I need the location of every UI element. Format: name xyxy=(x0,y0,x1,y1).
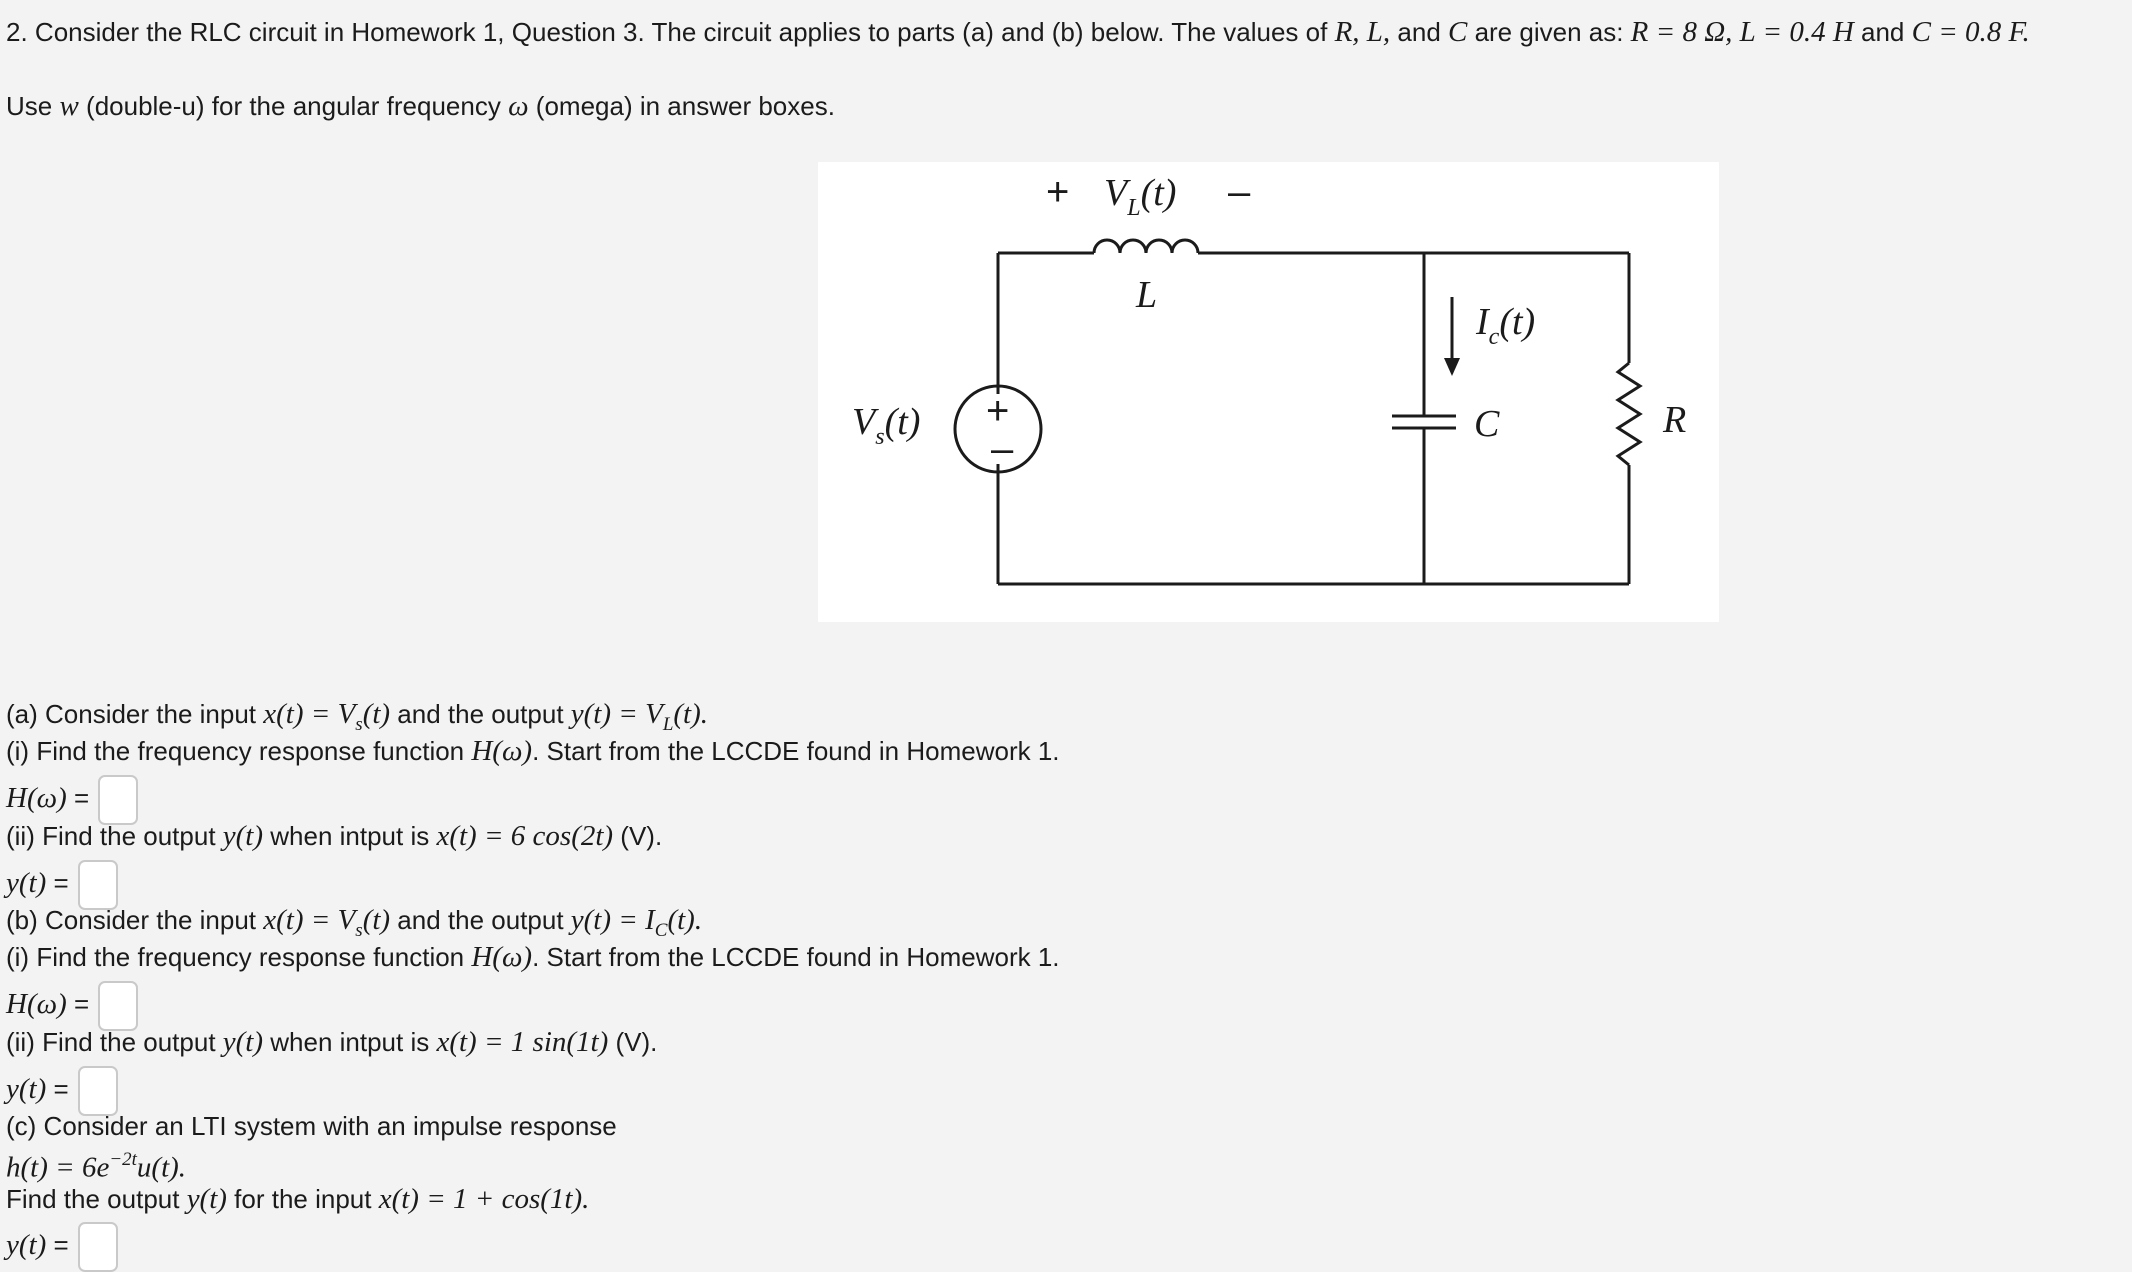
equals-sign: = xyxy=(66,988,90,1019)
part-c-prompt xyxy=(6,1181,589,1217)
part-b-i-text: (i) Find the frequency response function xyxy=(6,942,472,972)
capacitor-label: C xyxy=(1474,403,1500,445)
source-plus-sign: + xyxy=(986,389,1010,433)
inductor-coil xyxy=(1094,240,1198,253)
current-arrow-head xyxy=(1444,358,1460,376)
source-minus-sign: – xyxy=(991,427,1014,471)
values-r-l: R = 8 Ω, L = 0.4 H xyxy=(1630,16,1854,48)
part-a-i-text: (i) Find the frequency response function xyxy=(6,736,472,766)
resistor-label: R xyxy=(1663,399,1687,441)
answer-label: y(t) xyxy=(6,1072,47,1105)
part-a-ii-math-x: x(t) = 6 cos(2t) xyxy=(436,820,614,852)
part-b-text: (b) Consider the input xyxy=(6,905,264,935)
equals-sign: = xyxy=(46,1229,69,1260)
intro-text: Consider the RLC circuit in Homework 1, Question 3. The circuit applies to parts (a) and (b) below. The values of xyxy=(34,17,1335,47)
question-intro xyxy=(6,14,2030,50)
question-number: 2. xyxy=(6,17,28,47)
impulse-exponent: −2t xyxy=(109,1149,137,1170)
note-w: w xyxy=(59,90,79,122)
intro-text-and2: and xyxy=(1853,17,1912,47)
answer-label: H(ω) xyxy=(6,781,67,814)
intro-math-rl: R, L, xyxy=(1334,16,1391,48)
part-a-input-math: $x(t) = V_s(t)$ xyxy=(263,698,391,735)
answer-label: H(ω) xyxy=(6,987,67,1020)
vl-plus-sign: + xyxy=(1046,170,1070,214)
vl-minus-sign: – xyxy=(1228,170,1251,214)
rlc-circuit-diagram xyxy=(818,162,1719,622)
equals-sign: = xyxy=(46,1073,69,1104)
note-text: Use xyxy=(6,91,60,121)
part-a-output-math: $y(t) = V_L(t)$. xyxy=(570,698,709,735)
equals-sign: = xyxy=(66,782,90,813)
part-c-text-2: for the input xyxy=(226,1184,379,1214)
part-c-answer-row xyxy=(6,1222,118,1272)
part-a-text-2: and the output xyxy=(390,699,571,729)
answer-label: y(t) xyxy=(6,866,47,899)
omega-note xyxy=(6,88,835,124)
inductor-label: L xyxy=(1136,274,1158,316)
vl-label: $V_L(t)$ xyxy=(1104,172,1177,221)
part-a-ii-text-2: when intput is xyxy=(263,821,437,851)
part-b-i-text-2: . Start from the LCCDE found in Homework 1. xyxy=(532,942,1060,972)
part-b-text-2: and the output xyxy=(390,905,571,935)
note-text-3: (omega) in answer boxes. xyxy=(528,91,835,121)
part-b-ii-text-2: when intput is xyxy=(263,1027,437,1057)
part-b-i-prompt xyxy=(6,939,1060,975)
part-a-ii-prompt xyxy=(6,818,662,854)
values-c: C = 0.8 F. xyxy=(1911,16,2030,48)
part-b-ii-text: (ii) Find the output xyxy=(6,1027,223,1057)
resistor-zigzag xyxy=(1618,363,1640,465)
part-a-i-math: H(ω) xyxy=(471,735,533,767)
part-c-heading: (c) Consider an LTI system with an impulse response xyxy=(6,1111,617,1141)
part-b-ii-text-3: (V). xyxy=(608,1027,658,1057)
equals-sign: = xyxy=(46,867,69,898)
part-a-text: (a) Consider the input xyxy=(6,699,264,729)
part-a-ii-math-y: y(t) xyxy=(222,820,264,852)
part-a-i-prompt xyxy=(6,733,1060,769)
part-c-answer-box[interactable] xyxy=(78,1222,118,1272)
part-c-math-x: x(t) = 1 + cos(1t). xyxy=(378,1183,590,1215)
intro-text-given: are given as: xyxy=(1467,17,1631,47)
part-b-ii-math-y: y(t) xyxy=(222,1026,264,1058)
part-b-ii-math-x: x(t) = 1 sin(1t) xyxy=(436,1026,609,1058)
ic-label: $I_c(t)$ xyxy=(1476,301,1536,350)
part-b-ii-prompt xyxy=(6,1024,657,1060)
part-a-ii-text-3: (V). xyxy=(613,821,663,851)
part-a-i-text-2: . Start from the LCCDE found in Homework 1. xyxy=(532,736,1060,766)
note-omega: ω xyxy=(508,90,529,122)
part-a-ii-text: (ii) Find the output xyxy=(6,821,223,851)
answer-label: y(t) xyxy=(6,1228,47,1261)
vs-label: $V_s(t)$ xyxy=(852,401,921,450)
impulse-step: u(t). xyxy=(136,1151,187,1184)
part-c-math-y: y(t) xyxy=(186,1183,227,1215)
note-text-2: (double-u) for the angular frequency xyxy=(78,91,509,121)
intro-math-c: C xyxy=(1448,16,1468,48)
part-b-output-math: $y(t) = I_C(t)$. xyxy=(570,904,703,941)
part-b-input-math: $x(t) = V_s(t)$ xyxy=(263,904,391,941)
impulse-math: h(t) = 6e xyxy=(6,1151,110,1184)
intro-text-and: and xyxy=(1390,17,1448,47)
part-c-impulse-response xyxy=(6,1144,186,1186)
part-b-i-math: H(ω) xyxy=(471,941,533,973)
part-c-text: Find the output xyxy=(6,1184,187,1214)
